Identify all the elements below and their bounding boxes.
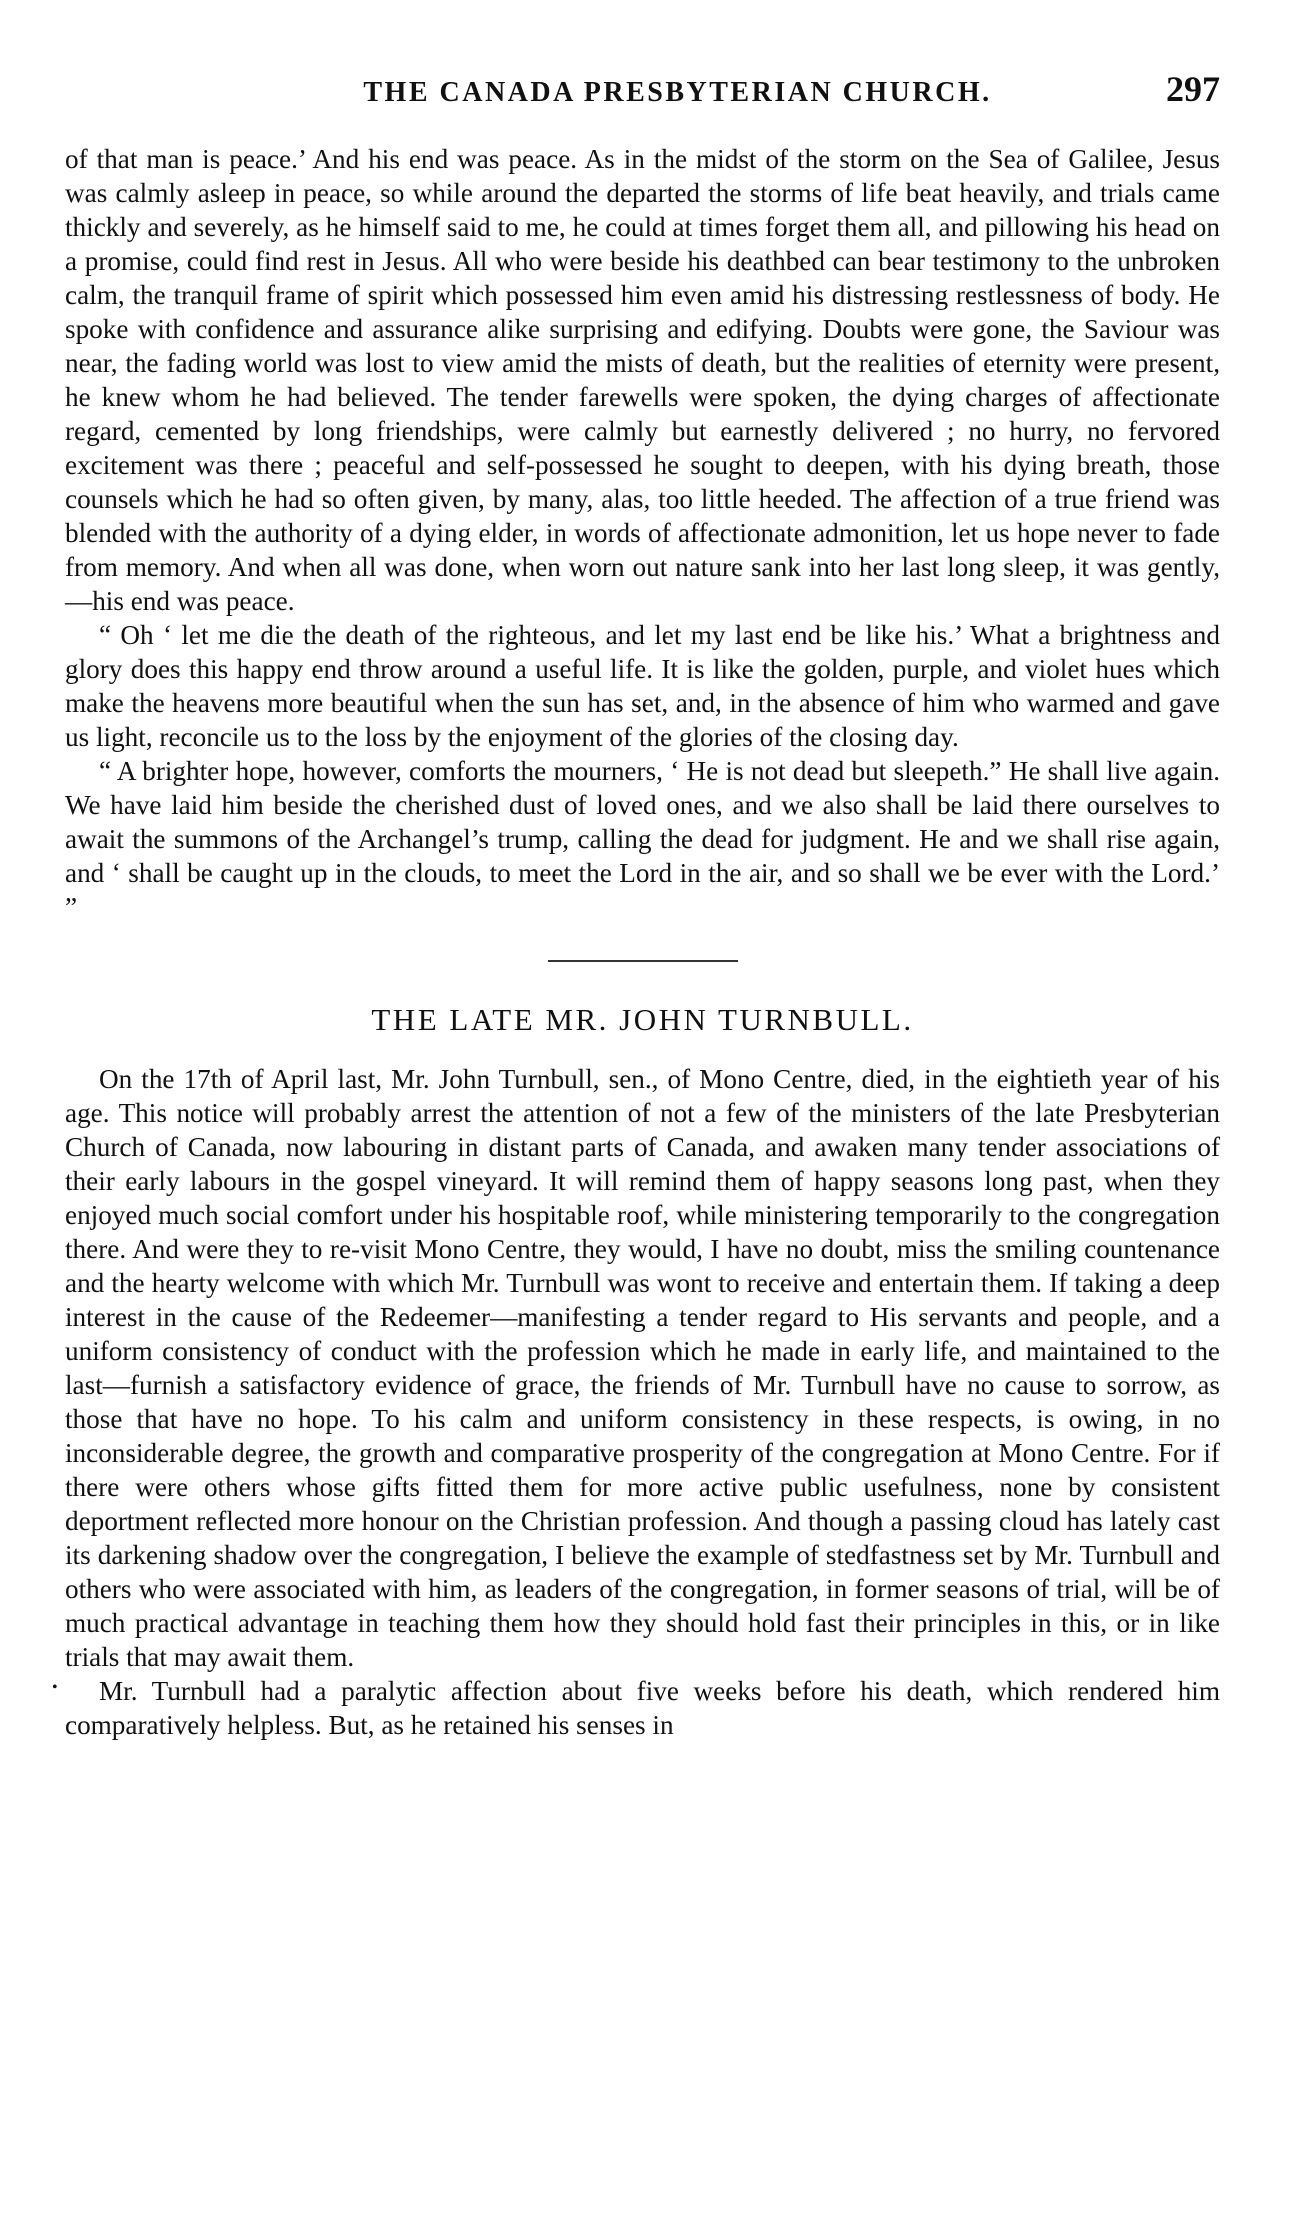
paragraph: “ Oh ‘ let me die the death of the righteous, and let my last end be like his.’ What a brightness and glory does this happy end throw around a useful life. It is like the golden, purple, and violet hues which make the heavens more beautiful when the sun has set, and, in the absence of him who warmed and gave us light, reconcile us to the loss by the enjoyment of the glories of the closing day.: [65, 620, 1220, 752]
paragraph: Mr. Turnbull had a paralytic affection about five weeks before his death, which rendered him comparatively helpless. But, as he retained his senses in: [65, 1676, 1220, 1740]
paragraph: “ A brighter hope, however, comforts the mourners, ‘ He is not dead but sleepeth.” He shall live again. We have laid him beside the cherished dust of loved ones, and we also shall be laid there ourselves to await the summons of the Archangel’s trump, calling the dead for judgment. He and we shall rise again, and ‘ shall be caught up in the clouds, to meet the Lord in the air, and so shall we be ever with the Lord.’ ”: [65, 756, 1220, 922]
running-title: THE CANADA PRESBYTERIAN CHURCH.: [363, 77, 992, 108]
paragraph: On the 17th of April last, Mr. John Turnbull, sen., of Mono Centre, died, in the eightieth year of his age. This notice will probably arrest the attention of not a few of the ministers of the late Presbyterian Church of Canada, now labouring in distant parts of Canada, and awaken many tender associations of their early labours in the gospel vineyard. It will remind them of happy seasons long past, when they enjoyed much social comfort under his hospitable roof, while ministering temporarily to the congregation there. And were they to re-visit Mono Centre, they would, I have no doubt, miss the smiling countenance and the hearty welcome with which Mr. Turnbull was wont to receive and entertain them. If taking a deep interest in the cause of the Redeemer—manifesting a tender regard to His servants and people, and a uniform consistency of conduct with the profession which he made in early life, and maintained to the last—furnish a satisfactory evidence of grace, the friends of Mr. Turnbull have no cause to sorrow, as those that have no hope. To his calm and uniform consistency in these respects, is owing, in no inconsiderable degree, the growth and comparative prosperity of the congregation at Mono Centre. For if there were others whose gifts fitted them for more active public usefulness, none by consistent deportment reflected more honour on the Christian profession. And though a passing cloud has lately cast its darkening shadow over the congregation, I believe the example of stedfastness set by Mr. Turnbull and others who were associated with him, as leaders of the congregation, in former seasons of trial, will be of much practical advantage in teaching them how they should hold fast their principles in this, or in like trials that may await them.: [65, 1064, 1220, 1672]
page-number: 297: [1166, 69, 1220, 109]
section-divider: [548, 960, 738, 962]
paragraph: of that man is peace.’ And his end was peace. As in the midst of the storm on the Sea of Galilee, Jesus was calmly asleep in peace, so while around the departed the storms of life beat heavily, and trials came thickly and severely, as he himself said to me, he could at times forget them all, and pillowing his head on a promise, could find rest in Jesus. All who were beside his deathbed can bear testimony to the unbroken calm, the tranquil frame of spirit which possessed him even amid his distressing restlessness of body. He spoke with confidence and assurance alike surprising and edifying. Doubts were gone, the Saviour was near, the fading world was lost to view amid the mists of death, but the realities of eternity were present, he knew whom he had believed. The tender farewells were spoken, the dying charges of affectionate regard, cemented by long friendships, were calmly but earnestly delivered ; no hurry, no fervored excitement was there ; peaceful and self-possessed he sought to deepen, with his dying breath, those counsels which he had so often given, by many, alas, too little heeded. The affection of a true friend was blended with the authority of a dying elder, in words of affectionate admonition, let us hope never to fade from memory. And when all was done, when worn out nature sank into her last long sleep, it was gently,—his end was peace.: [65, 144, 1220, 616]
article-heading: THE LATE MR. JOHN TURNBULL.: [371, 1002, 914, 1037]
article-continued: [65, 142, 1220, 924]
running-header: [65, 68, 1220, 124]
margin-mark-icon: •: [52, 1679, 58, 1696]
article-obituary: [65, 1002, 1220, 1742]
